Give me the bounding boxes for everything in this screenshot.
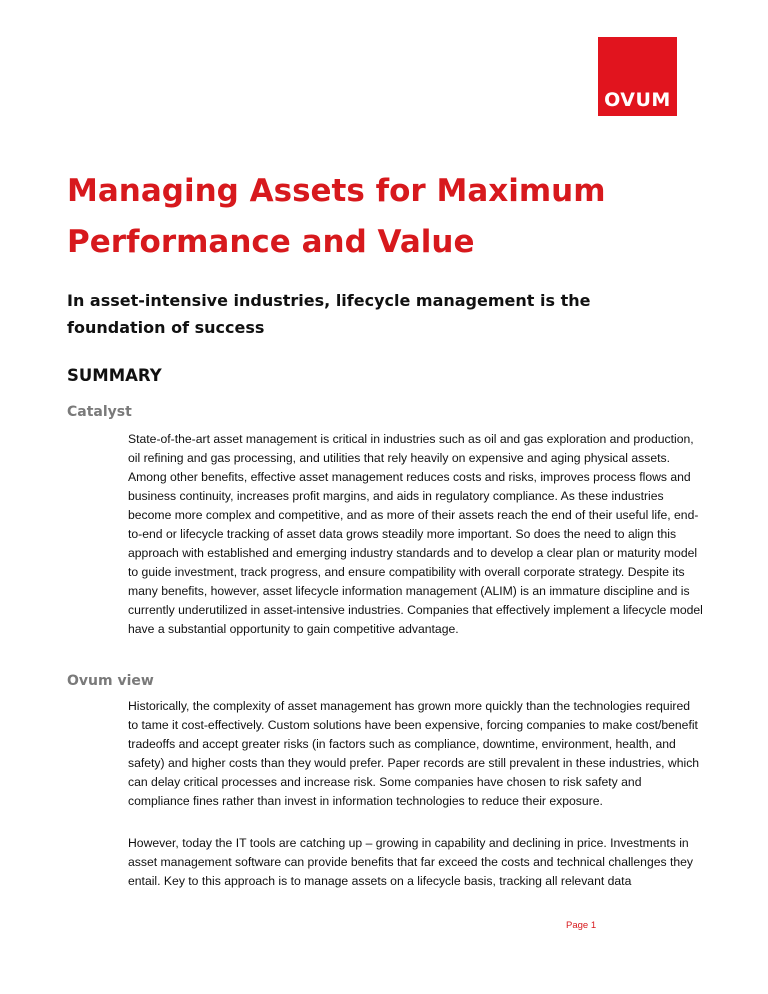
subheading-catalyst: Catalyst: [67, 404, 132, 420]
ovum-view-paragraph-1: Historically, the complexity of asset management has grown more quickly than the technologies required to tame it cost-effectively. Custom solutions have been expensive, forcing companies to make cost/benefit tradeoffs and accept greater risks (in factors such as compliance, downtime, environment, health, and safety) and higher costs than they would prefer. Paper records are still prevalent in these industries, which can delay critical processes and increase risk. Some companies have chosen to risk safety and compliance fines rather than invest in information technologies to reduce their exposure.: [128, 699, 700, 808]
ovum-logo: [598, 37, 677, 116]
catalyst-paragraph: State-of-the-art asset management is critical in industries such as oil and gas exploration and production, oil refining and gas processing, and utilities that rely heavily on expensive and aging physical assets. Among other benefits, effective asset management reduces costs and risks, improves process flows and business continuity, increases profit margins, and aids in regulatory compliance. As these industries become more complex and competitive, and as more of their assets reach the end of their useful life, end-to-end or lifecycle tracking of asset data grows steadily more important. So does the need to align this approach with established and emerging industry standards and to develop a clear plan or maturity model to guide investment, track progress, and ensure compatibility with overall corporate strategy. Despite its many benefits, however, asset lifecycle information management (ALIM) is an immature discipline and is currently underutilized in asset-intensive industries. Companies that effectively implement a lifecycle model have a substantial opportunity to gain competitive advantage.: [128, 432, 703, 636]
section-heading-summary: SUMMARY: [67, 366, 162, 385]
ovum-view-paragraph-2: However, today the IT tools are catching up – growing in capability and declining in price. Investments in asset management software can provide benefits that far exceed the costs and technical challenges they entail. Key to this approach is to manage assets on a lifecycle basis, tracking all relevant data: [128, 836, 694, 888]
page-number: Page 1: [566, 920, 597, 931]
document-subtitle: In asset-intensive industries, lifecycle management is the foundation of success: [67, 291, 591, 337]
subheading-ovum-view: Ovum view: [67, 673, 154, 689]
ovum-logo-text: OVUM: [604, 89, 671, 111]
document-title: Managing Assets for Maximum Performance and Value: [67, 173, 606, 260]
